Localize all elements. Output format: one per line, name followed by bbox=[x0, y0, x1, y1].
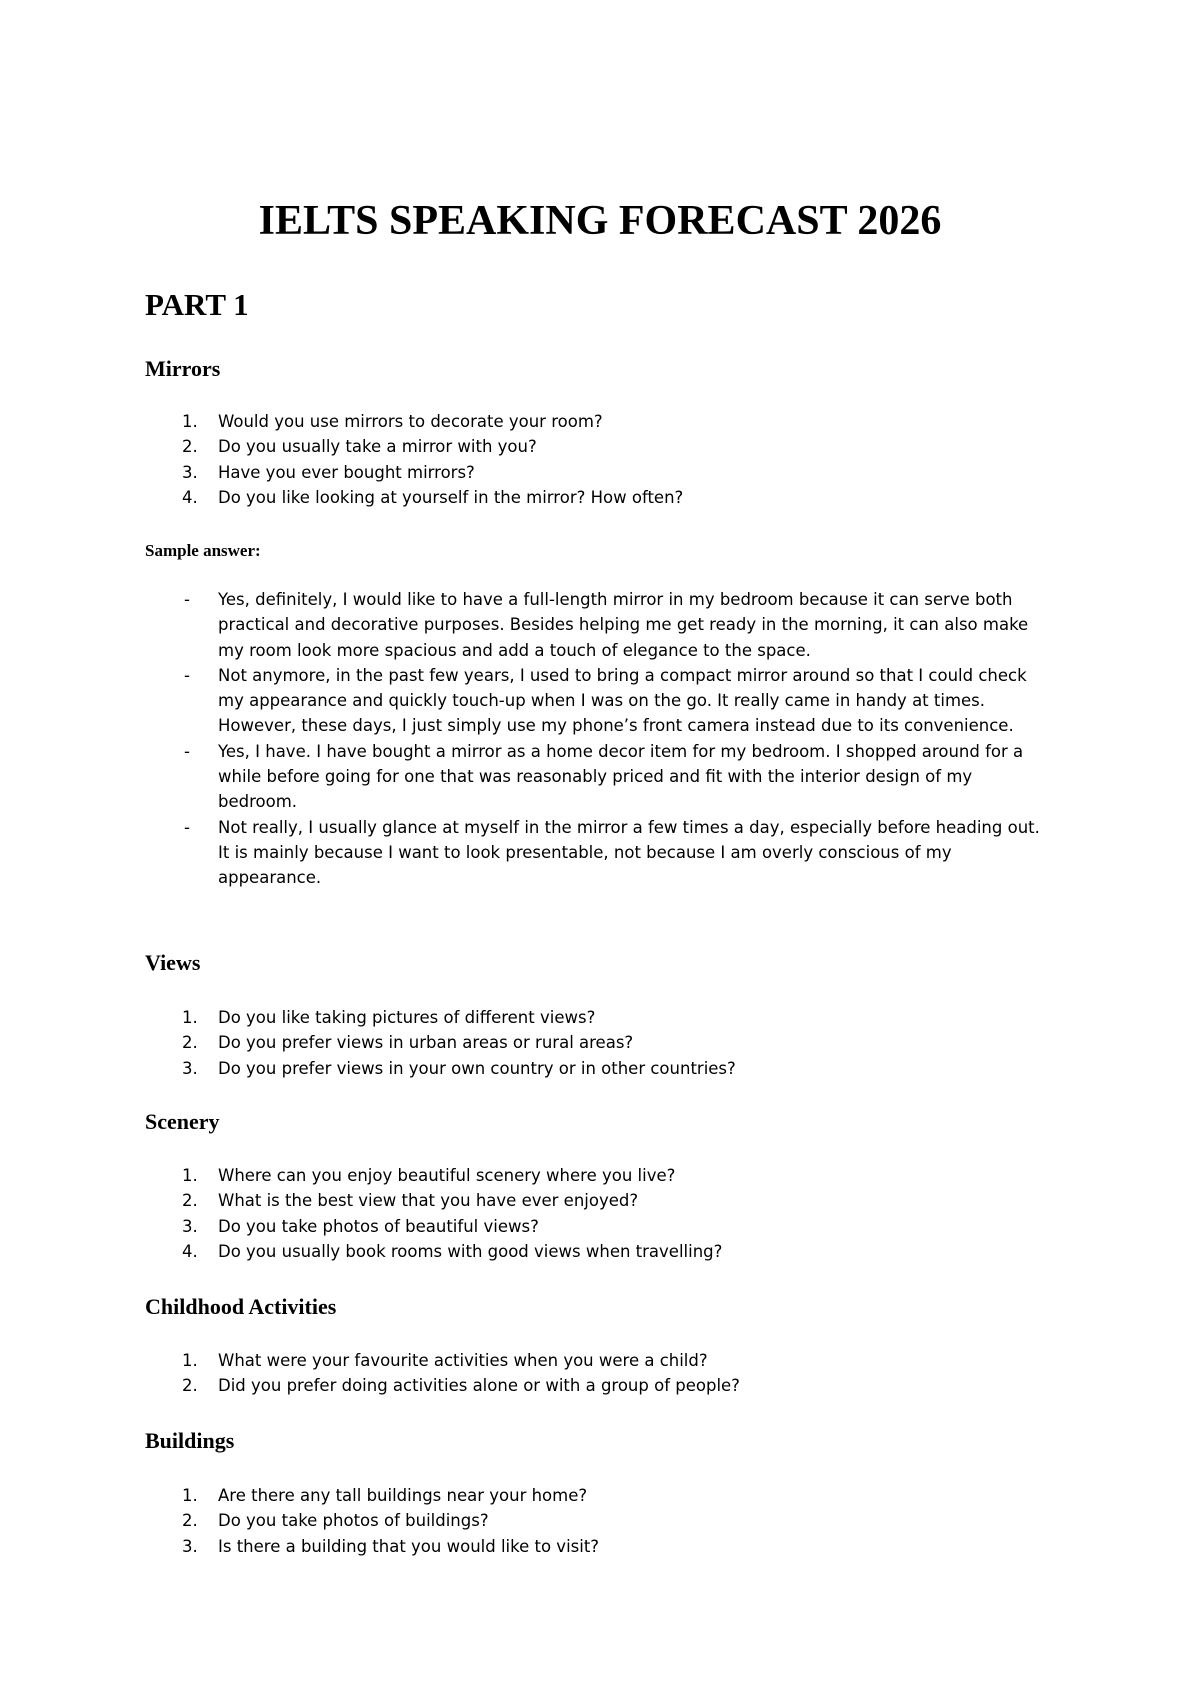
question-number: 1. bbox=[182, 1008, 198, 1027]
question-text: Do you like looking at yourself in the mirror? How often? bbox=[218, 487, 684, 507]
question-item bbox=[0, 1214, 1048, 1239]
question-number: 3. bbox=[182, 1058, 198, 1078]
answer-text: Yes, I have. I have bought a mirror as a home decor item for my bedroom. I shopped around for a while before going for one that was reasonably priced and fit with the interior design of my bedroom. bbox=[218, 741, 1024, 812]
answer-item bbox=[0, 739, 1048, 815]
question-number: 1. bbox=[182, 1166, 198, 1185]
question-text: Do you take photos of buildings? bbox=[218, 1511, 489, 1531]
question-item bbox=[0, 1163, 1048, 1188]
question-item bbox=[0, 1188, 1048, 1213]
question-text: Are there any tall buildings near your home? bbox=[218, 1486, 588, 1505]
question-number: 2. bbox=[182, 1191, 198, 1211]
question-item bbox=[0, 1534, 1048, 1559]
question-item bbox=[0, 409, 1048, 434]
question-item bbox=[0, 1373, 1048, 1398]
answer-dash: - bbox=[184, 590, 190, 609]
question-number: 2. bbox=[182, 437, 198, 457]
question-item bbox=[0, 1005, 1048, 1030]
question-text: Have you ever bought mirrors? bbox=[218, 462, 475, 482]
question-text: Did you prefer doing activities alone or with a group of people? bbox=[218, 1376, 740, 1396]
question-text: Do you usually take a mirror with you? bbox=[218, 437, 537, 457]
sample-answer-list bbox=[0, 587, 1048, 891]
question-list-buildings bbox=[0, 1483, 1048, 1559]
question-text: Would you use mirrors to decorate your room? bbox=[218, 412, 603, 431]
answer-dash: - bbox=[184, 817, 190, 837]
question-number: 3. bbox=[182, 1216, 198, 1236]
answer-dash: - bbox=[184, 665, 190, 685]
question-item bbox=[0, 1508, 1048, 1533]
question-list-scenery bbox=[0, 1163, 1048, 1264]
question-number: 3. bbox=[182, 462, 198, 482]
question-item bbox=[0, 485, 1048, 510]
question-list-mirrors bbox=[0, 409, 1048, 510]
question-text: Is there a building that you would like to visit? bbox=[218, 1536, 600, 1556]
question-text: Where can you enjoy beautiful scenery where you live? bbox=[218, 1166, 676, 1185]
question-number: 2. bbox=[182, 1376, 198, 1396]
question-number: 1. bbox=[182, 1486, 198, 1505]
question-number: 2. bbox=[182, 1511, 198, 1531]
question-list-views bbox=[0, 1005, 1048, 1081]
question-item bbox=[0, 1483, 1048, 1508]
question-item bbox=[0, 1056, 1048, 1081]
answer-text: Yes, definitely, I would like to have a full-length mirror in my bedroom because it can serve both practical and decorative purposes. Besides helping me get ready in the morning, it can also make my room look more spacious and add a touch of elegance to the space. bbox=[218, 590, 1029, 660]
answer-dash: - bbox=[184, 741, 190, 761]
answer-item bbox=[0, 815, 1048, 891]
question-text: What were your favourite activities when you were a child? bbox=[218, 1351, 708, 1370]
question-number: 4. bbox=[182, 487, 198, 507]
section-heading-buildings: Buildings bbox=[145, 1428, 235, 1453]
question-number: 3. bbox=[182, 1536, 198, 1556]
question-text: Do you prefer views in your own country or in other countries? bbox=[218, 1058, 736, 1078]
question-number: 1. bbox=[182, 412, 198, 431]
answer-item bbox=[0, 587, 1048, 663]
question-item bbox=[0, 1239, 1048, 1264]
question-number: 2. bbox=[182, 1033, 198, 1053]
part-heading: PART 1 bbox=[145, 287, 249, 322]
section-heading-mirrors: Mirrors bbox=[145, 356, 221, 381]
question-list-childhood-activities bbox=[0, 1348, 1048, 1399]
question-text: What is the best view that you have ever enjoyed? bbox=[218, 1191, 639, 1211]
question-item bbox=[0, 434, 1048, 459]
question-text: Do you usually book rooms with good views when travelling? bbox=[218, 1241, 723, 1261]
section-heading-childhood-activities: Childhood Activities bbox=[145, 1294, 337, 1319]
answer-item bbox=[0, 663, 1048, 739]
section-heading-scenery: Scenery bbox=[145, 1109, 220, 1134]
document-title: IELTS SPEAKING FORECAST 2026 bbox=[258, 198, 942, 244]
question-item bbox=[0, 1348, 1048, 1373]
sample-answer-label: Sample answer: bbox=[145, 541, 261, 560]
question-number: 1. bbox=[182, 1351, 198, 1370]
answer-text: Not anymore, in the past few years, I used to bring a compact mirror around so that I could check my appearance and quickly touch-up when I was on the go. It really came in handy at times. However, these days, I just simply use my phone’s front camera instead due to its convenience. bbox=[218, 665, 1027, 736]
section-heading-views: Views bbox=[145, 950, 201, 975]
answer-text: Not really, I usually glance at myself in the mirror a few times a day, especially before heading out. It is mainly because I want to look presentable, not because I am overly conscious of my appearance. bbox=[218, 817, 1040, 888]
question-item bbox=[0, 1030, 1048, 1055]
question-number: 4. bbox=[182, 1241, 198, 1261]
question-item bbox=[0, 460, 1048, 485]
question-text: Do you like taking pictures of different views? bbox=[218, 1008, 596, 1027]
question-text: Do you take photos of beautiful views? bbox=[218, 1216, 539, 1236]
question-text: Do you prefer views in urban areas or rural areas? bbox=[218, 1033, 634, 1053]
